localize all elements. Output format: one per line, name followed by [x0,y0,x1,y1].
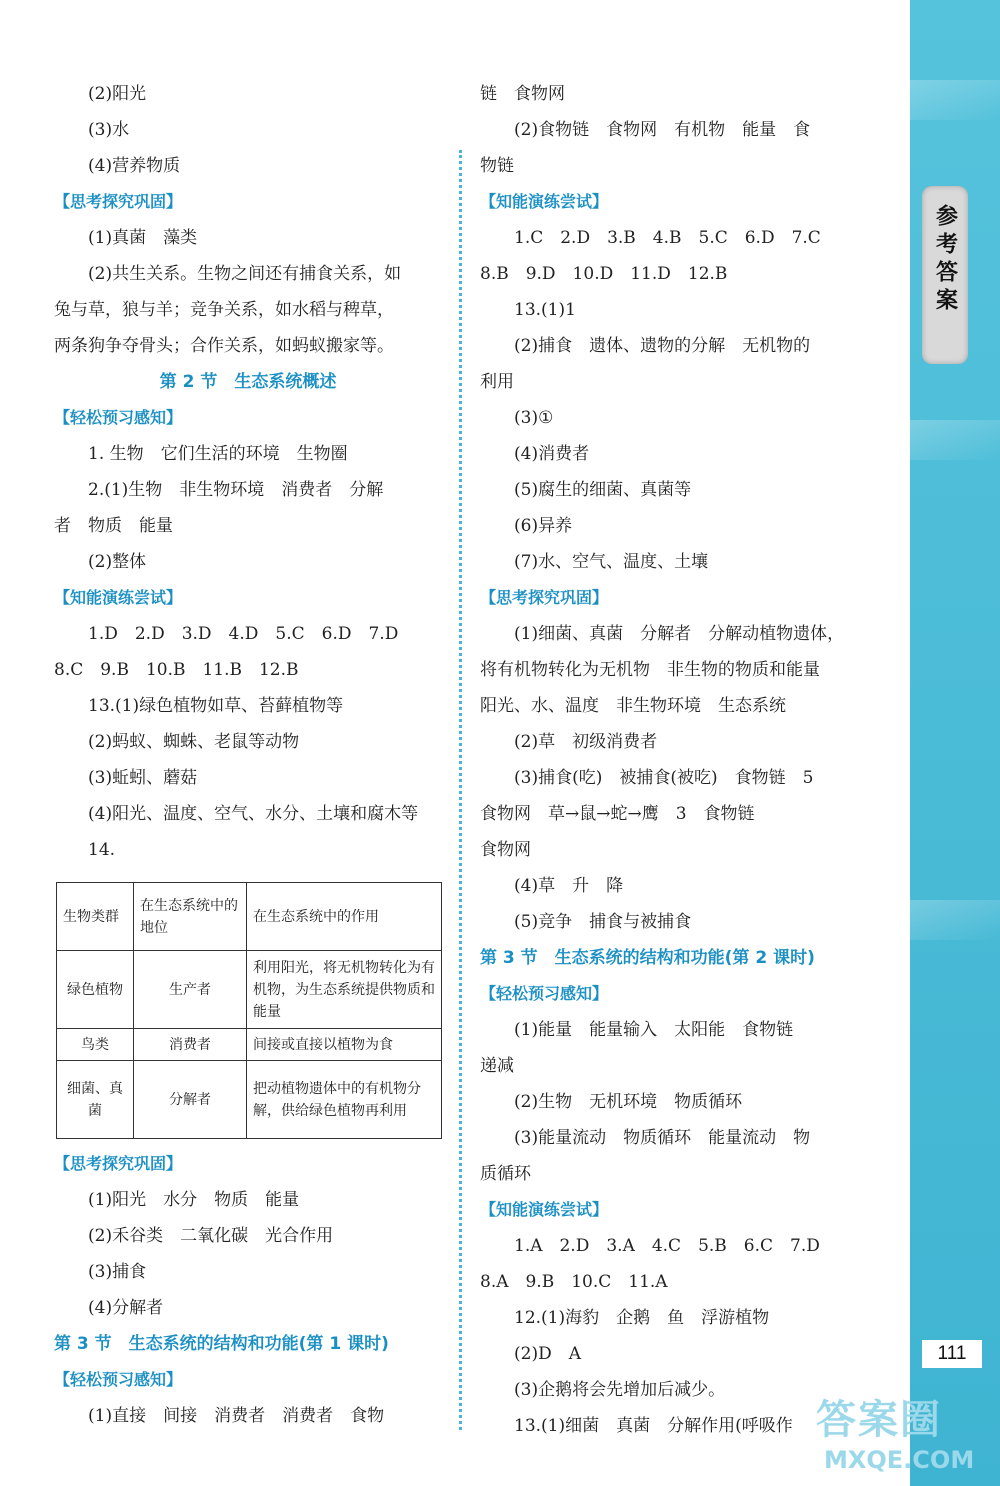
table-header-cell: 生物类群 [57,883,134,951]
answer-line: 8.A 9.B 10.C 11.A [480,1272,668,1292]
answer-line: (3)① [514,408,554,428]
answer-line: 物链 [480,156,514,176]
section-label: 【思考探究巩固】 [54,1154,183,1173]
answer-line: (1)直接 间接 消费者 消费者 食物 [88,1406,385,1426]
table-cell: 利用阳光，将无机物转化为有机物，为生态系统提供物质和能量 [247,951,442,1029]
answer-line: (2)捕食 遗体、遗物的分解 无机物的 [514,336,811,356]
answer-line: (7)水、空气、温度、土壤 [514,552,709,572]
answer-line: 1.A 2.D 3.A 4.C 5.B 6.C 7.D [514,1236,820,1256]
answer-line: (4)草 升 降 [514,876,624,896]
section-label: 【轻松预习感知】 [54,408,183,427]
right-column [480,76,872,1444]
answer-line: (3)蚯蚓、蘑菇 [88,768,198,788]
table-header-row [57,883,442,951]
table-row [57,1061,442,1139]
answer-line: 12.(1)海豹 企鹅 鱼 浮游植物 [514,1308,770,1328]
answer-line: 13.(1)绿色植物如草、苔藓植物等 [88,696,344,716]
section-label: 【思考探究巩固】 [480,588,609,607]
answer-line: 1.C 2.D 3.B 4.B 5.C 6.D 7.C [514,228,821,248]
answer-line: (1)真菌 藻类 [88,228,198,248]
answer-line: (3)水 [88,120,130,140]
table-cell: 鸟类 [57,1029,134,1061]
table-cell: 间接或直接以植物为食 [247,1029,442,1061]
answer-line: (4)营养物质 [88,156,181,176]
table-header-cell: 在生态系统中的地位 [134,883,247,951]
table-cell: 把动植物遗体中的有机物分解，供给绿色植物再利用 [247,1061,442,1139]
section-label: 【知能演练尝试】 [480,1200,609,1219]
band-stripe [910,420,1000,460]
answer-line: 13.(1)1 [514,300,576,320]
answer-line: (1)阳光 水分 物质 能量 [88,1190,300,1210]
table-row [57,1029,442,1061]
left-column [54,76,442,868]
band-stripe [910,80,1000,120]
section-title: 第 2 节 生态系统概述 [159,372,337,392]
page-number: 111 [922,1340,982,1368]
answer-line: 将有机物转化为无机物 非生物的物质和能量 [480,660,820,680]
answer-line: (6)异养 [514,516,573,536]
section-label: 【轻松预习感知】 [54,1370,183,1389]
table-cell: 生产者 [134,951,247,1029]
answer-line: (2)整体 [88,552,147,572]
answer-line: 链 食物网 [480,84,565,104]
answer-line: 14. [88,840,116,860]
answer-line: (2)生物 无机环境 物质循环 [514,1092,743,1112]
answer-line: (2)共生关系。生物之间还有捕食关系，如 [88,264,402,284]
table-cell: 绿色植物 [57,951,134,1029]
answer-line: (1)能量 能量输入 太阳能 食物链 [514,1020,794,1040]
answer-line: 两条狗争夺骨头；合作关系，如蚂蚁搬家等。 [54,336,394,356]
answer-line: (2)蚂蚁、蜘蛛、老鼠等动物 [88,732,300,752]
answer-line: (4)阳光、温度、空气、水分、土壤和腐木等 [88,804,419,824]
answer-line: (5)腐生的细菌、真菌等 [514,480,692,500]
watermark-url: MXQE.COM [824,1446,975,1474]
answer-line: 递减 [480,1056,514,1076]
table-header-cell: 在生态系统中的作用 [247,883,442,951]
answer-line: (2)食物链 食物网 有机物 能量 食 [514,120,811,140]
answer-line: (3)捕食(吃) 被捕食(被吃) 食物链 5 [514,768,814,788]
answer-line: 1. 生物 它们生活的环境 生物圈 [88,444,348,464]
section-label: 【思考探究巩固】 [54,192,183,211]
answer-line: (3)企鹅将会先增加后减少。 [514,1380,726,1400]
answer-line: (2)禾谷类 二氧化碳 光合作用 [88,1226,334,1246]
answer-line: (3)捕食 [88,1262,147,1282]
answer-line: 13.(1)细菌 真菌 分解作用(呼吸作 [514,1416,793,1436]
answer-line: (4)分解者 [88,1298,164,1318]
answer-line: 兔与草，狼与羊；竞争关系，如水稻与稗草， [54,300,394,320]
answer-line: (1)细菌、真菌 分解者 分解动植物遗体， [514,624,845,644]
answer-line: (5)竞争 捕食与被捕食 [514,912,692,932]
answer-line: 质循环 [480,1164,531,1184]
answer-line: 利用 [480,372,514,392]
section-label: 【知能演练尝试】 [480,192,609,211]
answer-line: (2)D A [514,1344,581,1364]
table-cell: 消费者 [134,1029,247,1061]
answer-key-tab-label: 参考答案 [932,204,958,316]
section-title: 第 3 节 生态系统的结构和功能(第 2 课时) [480,948,815,968]
answer-line: (3)能量流动 物质循环 能量流动 物 [514,1128,811,1148]
ecosystem-table [56,882,442,1139]
table-row [57,951,442,1029]
answer-line: 食物网 [480,840,531,860]
section-title: 第 3 节 生态系统的结构和功能(第 1 课时) [54,1334,389,1354]
answer-line: (2)草 初级消费者 [514,732,658,752]
watermark-logo [810,1382,1000,1486]
answer-line: 8.C 9.B 10.B 11.B 12.B [54,660,299,680]
table-cell: 细菌、真菌 [57,1061,134,1139]
answer-key-tab [922,186,968,364]
section-label: 【轻松预习感知】 [480,984,609,1003]
table-cell: 分解者 [134,1061,247,1139]
answer-line: 者 物质 能量 [54,516,173,536]
answer-line: 8.B 9.D 10.D 11.D 12.B [480,264,728,284]
left-column-lower [54,1146,442,1434]
answer-line: 阳光、水、温度 非生物环境 生态系统 [480,696,786,716]
answer-line: 2.(1)生物 非生物环境 消费者 分解 [88,480,384,500]
section-label: 【知能演练尝试】 [54,588,183,607]
answer-line: (4)消费者 [514,444,590,464]
answer-line: 1.D 2.D 3.D 4.D 5.C 6.D 7.D [88,624,399,644]
watermark-text: 答案圈 [816,1397,942,1443]
answer-line: (2)阳光 [88,84,147,104]
column-divider [459,150,462,1430]
answer-line: 食物网 草→鼠→蛇→鹰 3 食物链 [480,804,755,824]
band-stripe [910,900,1000,940]
